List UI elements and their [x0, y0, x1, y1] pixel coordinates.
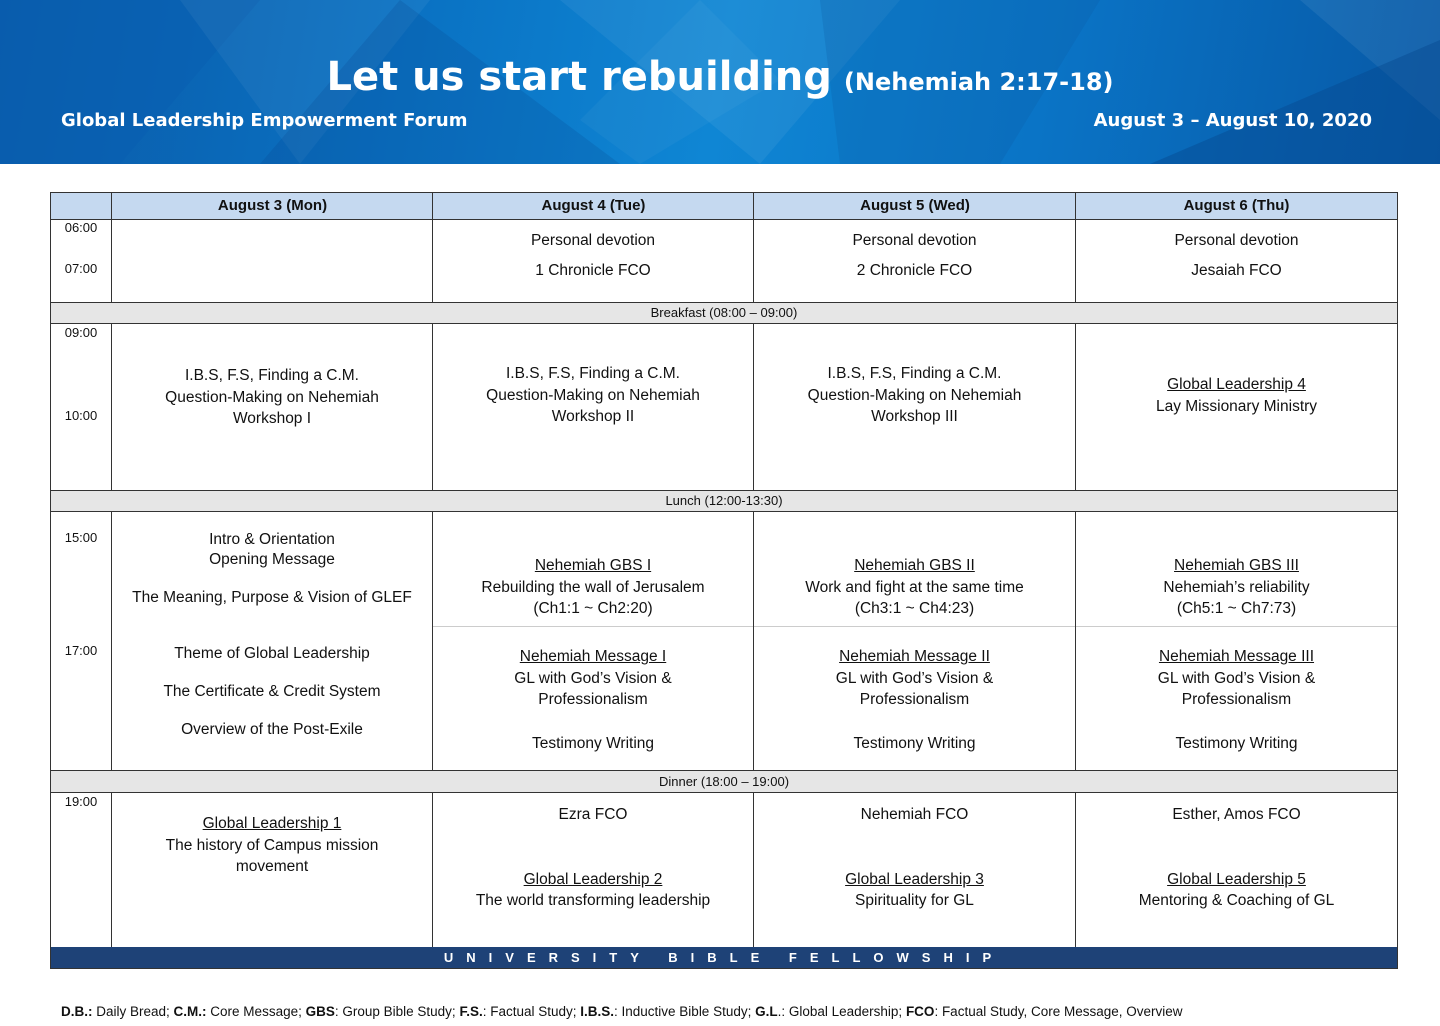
session-line: The Certificate & Credit System [163, 683, 381, 700]
session-title: Nehemiah Message I [519, 648, 667, 665]
time-label: 17:00 [64, 643, 98, 658]
session-line: Nehemiah’s reliability [1163, 578, 1310, 596]
session-line: Nehemiah FCO [860, 806, 969, 823]
session-tue-message [433, 646, 753, 754]
divider [51, 770, 1397, 771]
session-line: Professionalism [538, 691, 648, 708]
session-line: The Meaning, Purpose & Vision of GLEF [132, 589, 412, 606]
session-line: GL with God’s Vision & [835, 669, 994, 687]
session-line: Lay Missionary Ministry [1155, 397, 1318, 415]
session-line: I.B.S, F.S, Finding a C.M. [184, 367, 359, 384]
divider [51, 219, 1397, 220]
time-label: 15:00 [64, 530, 98, 545]
session-wed-evening [754, 804, 1075, 912]
legend-abbr: GBS [305, 1004, 335, 1019]
session-line: Workshop II [551, 408, 635, 425]
session-title: Global Leadership 2 [523, 870, 663, 888]
session-mon-evening [112, 813, 432, 878]
session-title: Global Leadership 4 [1167, 376, 1306, 393]
session-wed-forenoon [754, 363, 1075, 428]
session-line: Mentoring & Coaching of GL [1138, 892, 1335, 909]
session-line: Overview of the Post-Exile [181, 721, 363, 738]
session-line: Workshop I [232, 410, 312, 427]
legend-text: : Factual Study, Core Message, Overview [934, 1004, 1183, 1019]
abbreviation-legend [61, 1004, 1183, 1019]
legend-text: Core Message; [206, 1004, 306, 1019]
session-line: Rebuilding the wall of Jerusalem [481, 578, 705, 596]
title-reference: (Nehemiah 2:17-18) [843, 68, 1114, 96]
session-mon-afternoon [112, 530, 432, 740]
day-header-tue: August 4 (Tue) [433, 193, 754, 219]
divider [51, 302, 1397, 303]
ubf-footer-band: UNIVERSITY BIBLE FELLOWSHIP [51, 947, 1397, 968]
session-line: (Ch3:1 ~ Ch4:23) [854, 600, 975, 617]
session-title: Nehemiah GBS III [1174, 557, 1299, 574]
session-tue-gbs [433, 555, 753, 620]
session-line: 1 Chronicle FCO [535, 261, 651, 279]
meal-row-breakfast: Breakfast (08:00 – 09:00) [51, 303, 1397, 323]
session-thu-forenoon [1076, 374, 1397, 417]
forum-dates: August 3 – August 10, 2020 [1093, 110, 1372, 131]
session-tue-forenoon [433, 363, 753, 428]
session-line: Testimony Writing [1175, 734, 1298, 752]
session-thu-morning [1076, 230, 1397, 281]
session-line: Testimony Writing [531, 734, 655, 752]
session-tue-evening [433, 804, 753, 912]
session-line: Question-Making on Nehemiah [486, 386, 700, 404]
legend-text: .: Global Leadership; [777, 1004, 906, 1019]
time-label: 19:00 [64, 794, 98, 809]
session-line: Question-Making on Nehemiah [807, 386, 1022, 404]
session-line: I.B.S, F.S, Finding a C.M. [827, 365, 1002, 382]
meal-row-lunch: Lunch (12:00-13:30) [51, 491, 1397, 511]
divider [51, 490, 1397, 491]
session-wed-gbs [754, 555, 1075, 620]
legend-abbr: G.L [755, 1004, 778, 1019]
day-header-mon: August 3 (Mon) [112, 193, 433, 219]
session-line: Ezra FCO [558, 806, 628, 823]
session-line: Jesaiah FCO [1191, 261, 1282, 279]
time-label: 07:00 [64, 261, 98, 276]
divider [111, 193, 112, 303]
session-line: movement [235, 858, 309, 875]
legend-abbr: C.M.: [173, 1004, 207, 1019]
session-line: Professionalism [1181, 691, 1292, 708]
session-line: Theme of Global Leadership [174, 645, 370, 662]
forum-name: Global Leadership Empowerment Forum [61, 110, 468, 131]
day-header-thu: August 6 (Thu) [1076, 193, 1397, 219]
legend-abbr: FCO [905, 1004, 935, 1019]
session-line: Esther, Amos FCO [1172, 806, 1301, 823]
divider [433, 626, 1397, 627]
session-title: Nehemiah Message II [839, 648, 990, 665]
session-line: The world transforming leadership [475, 892, 711, 909]
session-mon-forenoon [112, 365, 432, 430]
session-line: Intro & Orientation [209, 531, 335, 548]
legend-abbr: I.B.S. [580, 1004, 615, 1019]
session-line: I.B.S, F.S, Finding a C.M. [505, 365, 680, 382]
session-title: Global Leadership 1 [202, 815, 342, 832]
session-line: (Ch5:1 ~ Ch7:73) [1176, 600, 1297, 617]
session-line: GL with God’s Vision & [514, 669, 672, 687]
session-thu-evening [1076, 804, 1397, 912]
session-line: 2 Chronicle FCO [856, 261, 973, 279]
meal-row-dinner: Dinner (18:00 – 19:00) [51, 771, 1397, 792]
session-title: Nehemiah GBS II [854, 557, 975, 574]
session-title: Nehemiah GBS I [534, 557, 652, 574]
day-header-wed: August 5 (Wed) [754, 193, 1076, 219]
session-line: Personal devotion [852, 232, 977, 249]
session-thu-message [1076, 646, 1397, 754]
session-line: (Ch1:1 ~ Ch2:20) [533, 600, 653, 617]
header-banner [0, 0, 1440, 164]
session-title: Global Leadership 5 [1167, 870, 1306, 888]
session-line: Workshop III [871, 408, 958, 425]
session-line: Question-Making on Nehemiah [165, 388, 379, 406]
session-wed-message [754, 646, 1075, 754]
session-wed-morning [754, 230, 1075, 281]
session-line: GL with God’s Vision & [1157, 669, 1316, 687]
time-label: 06:00 [64, 220, 98, 235]
session-line: Testimony Writing [853, 734, 976, 752]
divider [51, 792, 1397, 793]
legend-abbr: F.S. [459, 1004, 483, 1019]
time-label: 09:00 [64, 325, 98, 340]
session-line: Work and fight at the same time [805, 578, 1024, 596]
session-title: Global Leadership 3 [845, 870, 984, 888]
session-line: Personal devotion [1174, 232, 1299, 249]
title-main: Let us start rebuilding [326, 54, 832, 100]
legend-text: : Group Bible Study; [334, 1004, 460, 1019]
session-title: Nehemiah Message III [1158, 648, 1315, 665]
schedule-table [50, 192, 1398, 969]
session-line: Opening Message [209, 551, 335, 568]
session-line: Spirituality for GL [855, 892, 974, 909]
page-title [0, 54, 1440, 100]
legend-text: : Factual Study; [482, 1004, 581, 1019]
legend-text: Daily Bread; [92, 1004, 174, 1019]
time-label: 10:00 [64, 408, 98, 423]
session-line: The history of Campus mission [165, 836, 379, 854]
legend-abbr: D.B.: [61, 1004, 93, 1019]
session-line: Personal devotion [530, 232, 656, 249]
legend-text: : Inductive Bible Study; [614, 1004, 756, 1019]
session-line: Professionalism [859, 691, 970, 708]
divider [51, 323, 1397, 324]
divider [51, 511, 1397, 512]
session-tue-morning [433, 230, 753, 281]
session-thu-gbs [1076, 555, 1397, 620]
